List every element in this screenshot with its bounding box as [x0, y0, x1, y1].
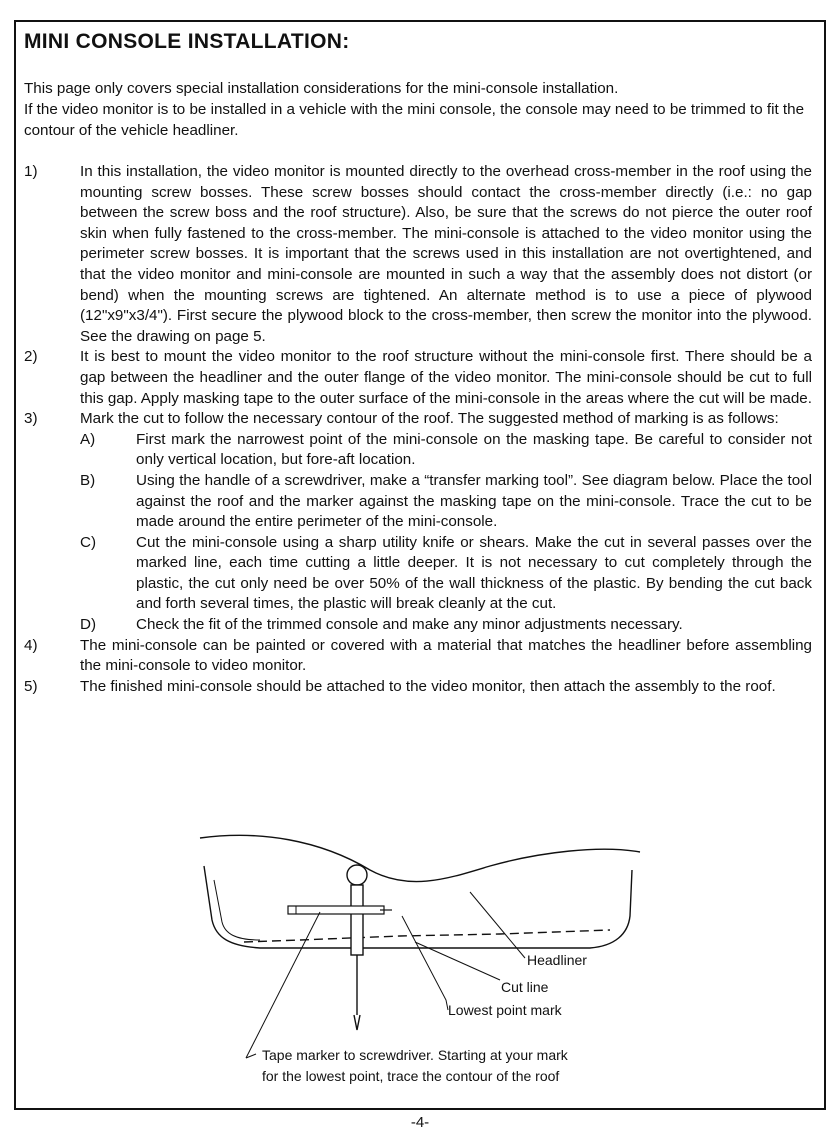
substep-number: B): [80, 471, 96, 489]
step-number: 1): [24, 163, 38, 180]
screwdriver-tip: [354, 1015, 360, 1030]
intro-line-1: This page only covers special installation considerations for the mini-console installation.: [24, 80, 619, 97]
tape-marker-label-1: Tape marker to screwdriver. Starting at your mark: [262, 1047, 568, 1063]
tape-marker: [288, 906, 384, 914]
page-number: -4-: [410, 1114, 430, 1131]
substep-number: C): [80, 533, 97, 551]
tape-marker-label-2: for the lowest point, trace the contour of the roof: [262, 1068, 560, 1084]
substep-d: [24, 615, 812, 636]
step-5: [24, 677, 812, 698]
screwdriver-handle: [351, 885, 363, 955]
step-text: In this installation, the video monitor is mounted directly to the overhead cross-member in the roof using the mounting screw bosses. These screw bosses should contact the cross-member directly (i.e.: no gap between the screw boss and the roof structure). Also, be sure that the screws do not pierce the outer roof skin when fully fastened to the cross-member. The mini-console is attached to the video monitor using the perimeter screw bosses. It is important that the screws used in this installation are not overtightened, and that the video monitor and mini-console are mounted in such a way that the assembly does not distort (or bend) when the mounting screws are tightened. An alternate method is to use a piece of plywood (12"x9"x3/4"). First secure the plywood block to the cross-member, then screw the monitor into the plywood. See the drawing on page 5.: [80, 163, 812, 345]
cut-line: [244, 930, 610, 942]
tape-marker-leader: [246, 912, 320, 1058]
substep-c: [24, 533, 812, 615]
console-inner: [214, 880, 260, 940]
step-text: The finished mini-console should be attached to the video monitor, then attach the assembly to the roof.: [80, 677, 776, 695]
substep-text: First mark the narrowest point of the mini-console on the masking tape. Be careful to consider not only vertical location, but fore-aft location.: [136, 430, 812, 469]
substep-text: Check the fit of the trimmed console and make any minor adjustments necessary.: [136, 616, 683, 634]
step-1: [24, 162, 812, 347]
step-2: [24, 347, 812, 409]
intro-text: [24, 78, 812, 141]
headliner-label: Headliner: [527, 952, 587, 968]
page-title: MINI CONSOLE INSTALLATION:: [24, 30, 350, 53]
cut-line-label: Cut line: [501, 979, 549, 995]
substep-text: Using the handle of a screwdriver, make a “transfer marking tool”. See diagram below. Place the tool against the roof and the marker against the masking tape on the mini-console. Trace the cut to be made around the entire perimeter of the mini-console.: [136, 471, 812, 531]
step-text: The mini-console can be painted or covered with a material that matches the headliner before assembling the mini-console to video monitor.: [80, 636, 812, 675]
step-4: [24, 636, 812, 677]
marking-tool-diagram: [170, 830, 650, 1090]
step-text: It is best to mount the video monitor to the roof structure without the mini-console first. There should be a gap between the headliner and the outer flange of the video monitor. The mini-console should be cut to full this gap. Apply masking tape to the outer surface of the mini-console in the areas where the cut will be made.: [80, 348, 812, 407]
substep-b: [24, 471, 812, 533]
step-3: [24, 409, 812, 430]
screwdriver-handle-top: [347, 865, 367, 885]
step-number: 3): [24, 410, 38, 428]
step-text: Mark the cut to follow the necessary contour of the roof. The suggested method of marking is as follows:: [80, 410, 779, 428]
step-list: [24, 162, 812, 697]
step-number: 2): [24, 348, 38, 366]
intro-line-2: If the video monitor is to be installed in a vehicle with the mini console, the console may need to be trimmed to fit the contour of the vehicle headliner.: [24, 101, 805, 139]
substep-number: D): [80, 616, 97, 634]
headliner-line: [200, 835, 640, 881]
substep-number: A): [80, 430, 96, 448]
lowest-point-label: Lowest point mark: [448, 1002, 562, 1018]
step-number: 4): [24, 636, 38, 654]
substep-text: Cut the mini-console using a sharp utility knife or shears. Make the cut in several passes over the marked line, each time cutting a little deeper. It is not necessary to cut completely through the plastic, the cut only need be over 50% of the wall thickness of the plastic. By bending the cut back and forth several times, the plastic will break cleanly at the cut.: [136, 533, 812, 613]
substep-a: [24, 430, 812, 471]
lowest-point-leader: [402, 916, 448, 1010]
step-number: 5): [24, 677, 38, 695]
